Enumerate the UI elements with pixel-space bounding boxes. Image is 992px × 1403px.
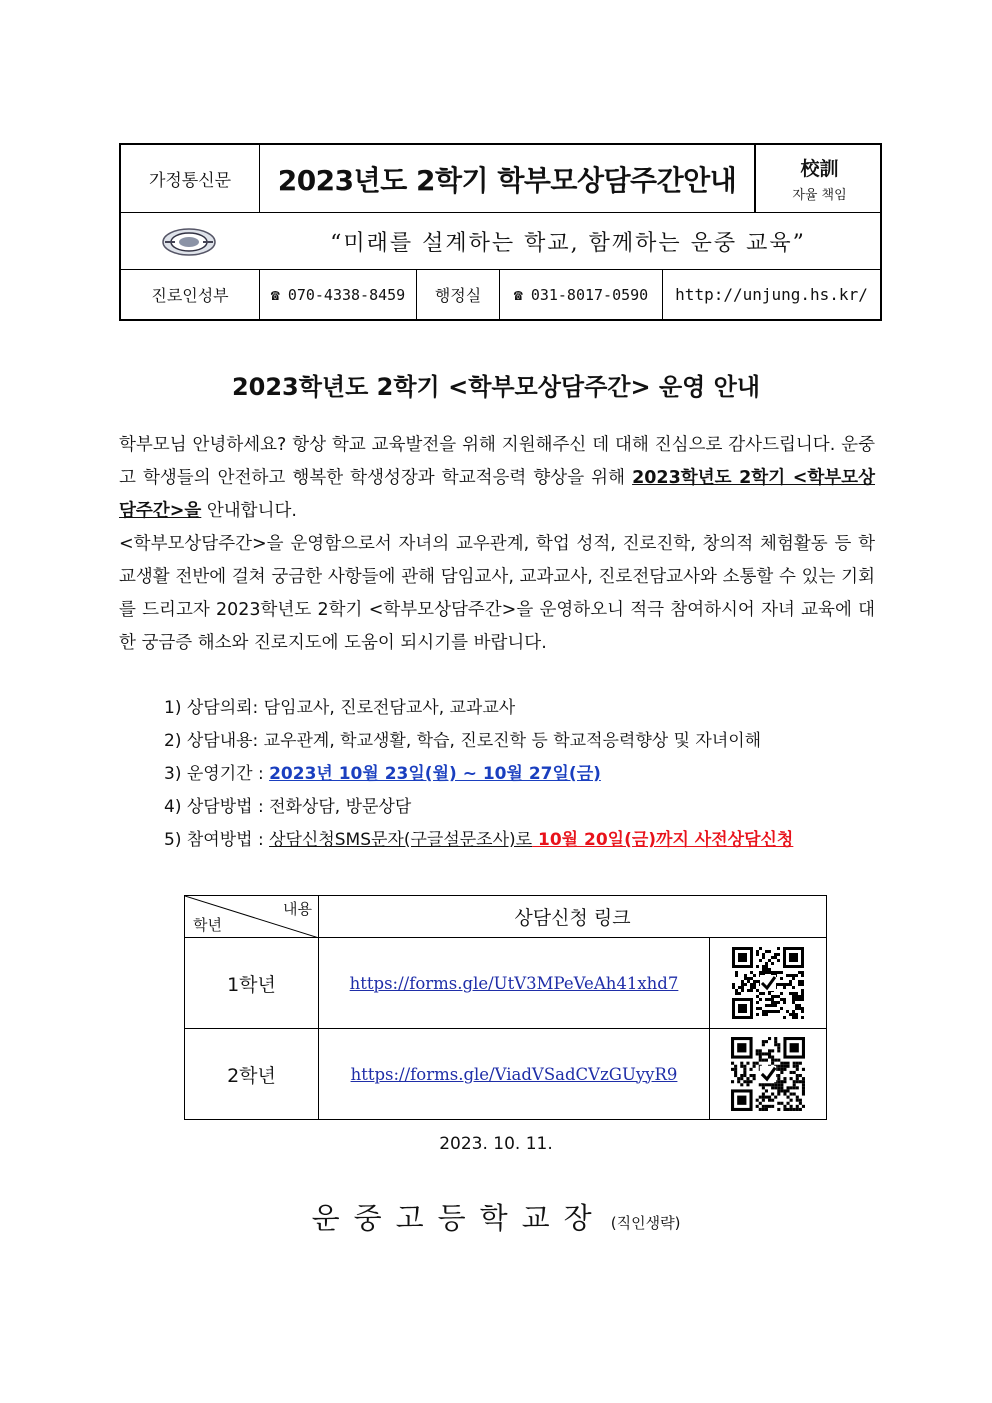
- school-logo: [161, 227, 217, 257]
- signup-table: [184, 895, 827, 1120]
- dept-phone: 070-4338-8459: [287, 285, 406, 304]
- qr-code[interactable]: [710, 938, 826, 1028]
- header-link: 상담신청 링크: [319, 896, 826, 938]
- newsletter-title: 2023년도 2학기 학부모상담주간안내: [260, 145, 755, 212]
- table-row: [185, 938, 826, 1029]
- signup-link[interactable]: https://forms.gle/ViadVSadCVzGUyyR9: [319, 1029, 710, 1119]
- header-row-slogan: [121, 213, 880, 270]
- header-row-title: [121, 145, 880, 213]
- motto-heading: 校訓: [800, 158, 839, 180]
- issue-date: 2023. 10. 11.: [439, 1134, 553, 1154]
- newsletter-header: [119, 143, 882, 321]
- phone-icon: ☎: [513, 285, 523, 304]
- table-row: [185, 1029, 826, 1119]
- header-grade: 학년: [193, 916, 222, 934]
- admin-label: 행정실: [417, 270, 500, 319]
- list-item: 1) 상담의뢰: 담임교사, 진로전담교사, 교과교사: [164, 698, 516, 718]
- qr-code-icon: [732, 947, 804, 1019]
- intro-end: 안내합니다.: [201, 501, 297, 521]
- method-value: 상담신청SMS문자(구글설문조사)로: [269, 830, 533, 850]
- list-item: [164, 824, 793, 857]
- list-item: 2) 상담내용: 교우관계, 학교생활, 학습, 진로진학 등 학교적응력향상 및 자녀이해: [164, 731, 762, 751]
- school-slogan: “미래를 설계하는 학교, 함께하는 운중 교육”: [330, 230, 806, 256]
- period-value: 2023년 10월 23일(월) ~ 10월 27일(금): [269, 764, 601, 784]
- signature-line: [0, 1196, 992, 1237]
- info-list: [164, 692, 793, 857]
- method-label: 5) 참여방법 :: [164, 830, 270, 850]
- intro-text: 학부모님 안녕하세요? 항상 학교 교육발전을 위해 지원해주신 데 대해 진심으로 감사드립니다. 운중고 학생들의 안전하고 행복한 학생성장과 학교적응력 향상을 위해: [119, 435, 875, 488]
- grade-cell: 2학년: [185, 1029, 319, 1119]
- principal-signature: 운중고등학교장: [311, 1201, 606, 1235]
- intro-paragraph: [119, 429, 875, 528]
- admin-phone: 031-8017-0590: [530, 285, 649, 304]
- header-row-contact: [121, 270, 880, 319]
- school-motto: [755, 145, 883, 212]
- document-title: 2023학년도 2학기 <학부모상담주간> 운영 안내: [231, 373, 761, 401]
- qr-code-icon: [731, 1037, 805, 1111]
- publication-label: 가정통신문: [121, 145, 260, 212]
- header-content: 내용: [283, 900, 312, 918]
- dept-phone-cell: [260, 270, 417, 319]
- method-deadline: 10월 20일(금)까지 사전상담신청: [532, 830, 794, 850]
- motto-text: 자율 책임: [792, 188, 847, 203]
- body-paragraph: <학부모상담주간>을 운영함으로서 자녀의 교우관계, 학업 성적, 진로진학, 창의적 체험활동 등 학교생활 전반에 걸쳐 궁금한 사항들에 관해 담임교사, 교과교사, 진로전담교사와 소통할 수 있는 기회를 드리고자 2023학년도 2학기 <학부모상담주간>을 운영하오니 적극 참여하시어 자녀 교육에 대한 궁금증 해소와 진로지도에 도움이 되시기를 바랍니다.: [119, 534, 875, 653]
- dept-label: 진로인성부: [121, 270, 260, 319]
- phone-icon: ☎: [270, 285, 280, 304]
- seal-note: (직인생략): [610, 1214, 681, 1232]
- school-url[interactable]: http://unjung.hs.kr/: [675, 285, 868, 304]
- qr-code[interactable]: [710, 1029, 826, 1119]
- intro-highlight: 2023학년도 2학기 <학부모상담주간>을: [119, 468, 875, 521]
- table-corner-header: [185, 896, 319, 938]
- list-item: 4) 상담방법 : 전화상담, 방문상담: [164, 797, 412, 817]
- signup-link[interactable]: https://forms.gle/UtV3MPeVeAh41xhd7: [319, 938, 710, 1028]
- grade-cell: 1학년: [185, 938, 319, 1028]
- admin-phone-cell: [500, 270, 663, 319]
- period-label: 3) 운영기간 :: [164, 764, 270, 784]
- list-item: [164, 758, 793, 791]
